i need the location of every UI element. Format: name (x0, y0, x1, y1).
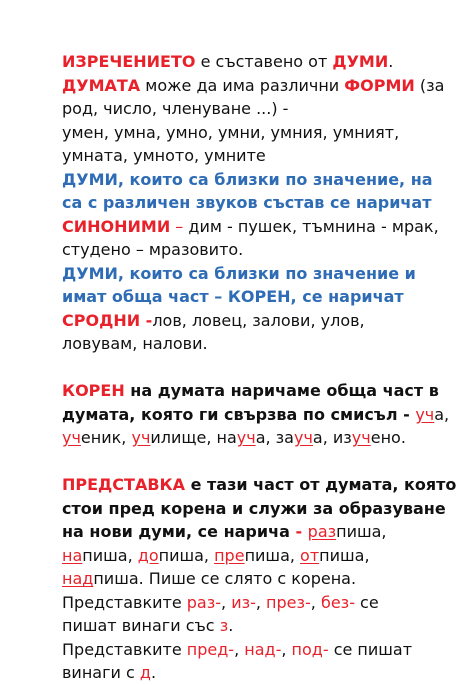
text-line (62, 638, 454, 662)
highlighted-morpheme: пре (214, 545, 245, 565)
text-line (62, 309, 454, 333)
highlighted-morpheme: уч (131, 428, 151, 447)
highlighted-morpheme: ДУМИ, които са близки по значение и (62, 263, 416, 283)
text-segment: - (295, 522, 308, 541)
text-segment: пред- (186, 639, 235, 659)
text-segment: ДУМИ (332, 52, 389, 71)
text-segment: пиша, (158, 545, 215, 565)
highlighted-morpheme: до (137, 545, 159, 565)
text-segment: пиша, (244, 545, 301, 565)
text-segment: . (388, 52, 394, 71)
text-segment: з (219, 616, 229, 635)
text-segment: пиша. Пише се слято с корена. (93, 569, 357, 588)
highlighted-morpheme: уч (62, 428, 81, 447)
text-line (62, 426, 454, 450)
text-segment: се пишат (328, 639, 413, 659)
text-segment: е тази част от думата, която (185, 475, 457, 494)
text-segment: раз- (186, 592, 222, 612)
text-segment: пиша, (319, 545, 370, 565)
text-segment: . (150, 663, 157, 682)
text-line (62, 121, 454, 145)
text-segment: без- (320, 592, 355, 612)
paragraph-gap (62, 356, 454, 380)
text-segment: ИЗРЕЧЕНИЕТО (62, 52, 196, 71)
text-segment: , (221, 592, 232, 612)
text-segment: пиша, (336, 522, 387, 541)
text-segment: , (310, 592, 321, 612)
text-line (62, 285, 454, 309)
text-segment: пиша, (82, 545, 138, 565)
highlighted-morpheme: раз (307, 522, 337, 541)
text-segment: под- (291, 639, 329, 659)
text-line (62, 473, 457, 497)
text-segment: ДУМАТА (62, 75, 141, 95)
highlighted-morpheme: на (62, 545, 83, 565)
text-line (62, 544, 454, 568)
text-segment: умната, умното, умните (62, 146, 266, 165)
paragraph-gap (62, 450, 454, 474)
text-line (62, 97, 454, 121)
text-segment: дим - пушек, тъмнина - мрак, (188, 216, 439, 236)
highlighted-morpheme: уч (236, 428, 256, 447)
text-segment: род, число, членуване ...) - (62, 99, 289, 118)
text-segment: ФОРМИ (344, 75, 415, 95)
text-line (62, 74, 454, 98)
text-segment: , (234, 639, 245, 659)
text-line (62, 403, 454, 427)
text-line (62, 520, 454, 544)
text-line (62, 215, 454, 239)
text-line (62, 379, 454, 403)
text-segment: илище, на (150, 428, 237, 447)
text-segment: студено – мразовито. (62, 240, 244, 259)
text-line (62, 144, 454, 168)
highlighted-morpheme: уч (415, 404, 435, 424)
text-line (62, 567, 454, 591)
text-segment: стои пред корена и служи за образуване (62, 498, 446, 518)
text-segment: се (354, 592, 379, 612)
text-segment: на думата наричаме обща част в (124, 381, 439, 400)
text-segment: през- (266, 592, 311, 612)
text-line (62, 238, 454, 262)
text-segment: Представките (62, 592, 187, 612)
text-segment: СРОДНИ (62, 310, 141, 330)
highlighted-morpheme: над (62, 569, 94, 588)
text-segment: – (170, 216, 189, 236)
text-segment: СИНОНИМИ (62, 216, 171, 236)
text-segment: винаги с (62, 663, 140, 682)
text-segment: ПРЕДСТАВКА (62, 475, 185, 494)
text-segment: а, из (312, 428, 352, 447)
text-segment: еник, (80, 428, 132, 447)
text-line (62, 497, 454, 521)
highlighted-morpheme: от (300, 545, 320, 565)
text-segment: а, за (255, 428, 294, 447)
text-line (62, 614, 454, 638)
text-segment: умен, умна, умно, умни, умния, умният, (62, 122, 400, 142)
text-segment: а, (434, 404, 450, 424)
text-line (62, 661, 454, 685)
text-line (62, 191, 454, 215)
text-segment: . (228, 616, 234, 635)
text-line (62, 168, 454, 192)
text-segment: , (281, 639, 292, 659)
text-line (62, 332, 454, 356)
text-segment: д (139, 663, 151, 682)
highlighted-morpheme: ДУМИ, които са близки по значение, на (62, 169, 433, 189)
text-segment: може да има различни (140, 75, 345, 95)
highlighted-morpheme: имат обща част – КОРЕН, се наричат (62, 287, 404, 306)
text-line (62, 262, 454, 286)
text-segment: ено. (370, 428, 406, 447)
text-segment: КОРЕН (62, 381, 125, 400)
text-segment: думата, която ги свързва по смисъл - (62, 404, 416, 424)
text-line (62, 50, 454, 74)
highlighted-morpheme: уч (351, 428, 371, 447)
text-segment: (за (414, 75, 445, 95)
text-segment: - (140, 310, 153, 330)
text-line (62, 591, 454, 615)
highlighted-morpheme: са с различен звуков състав се наричат (62, 193, 432, 212)
text-segment: на нови думи, се нарича (62, 522, 296, 541)
highlighted-morpheme: уч (293, 428, 313, 447)
text-segment: ловувам, налови. (62, 334, 208, 353)
text-segment: , (255, 592, 267, 612)
text-segment: Представките (62, 639, 187, 659)
text-segment: над- (244, 639, 282, 659)
text-segment: лов, ловец, залови, улов, (152, 310, 365, 330)
text-segment: е съставено от (195, 52, 333, 71)
text-segment: из- (231, 592, 256, 612)
text-segment: пишат винаги със (62, 616, 220, 635)
